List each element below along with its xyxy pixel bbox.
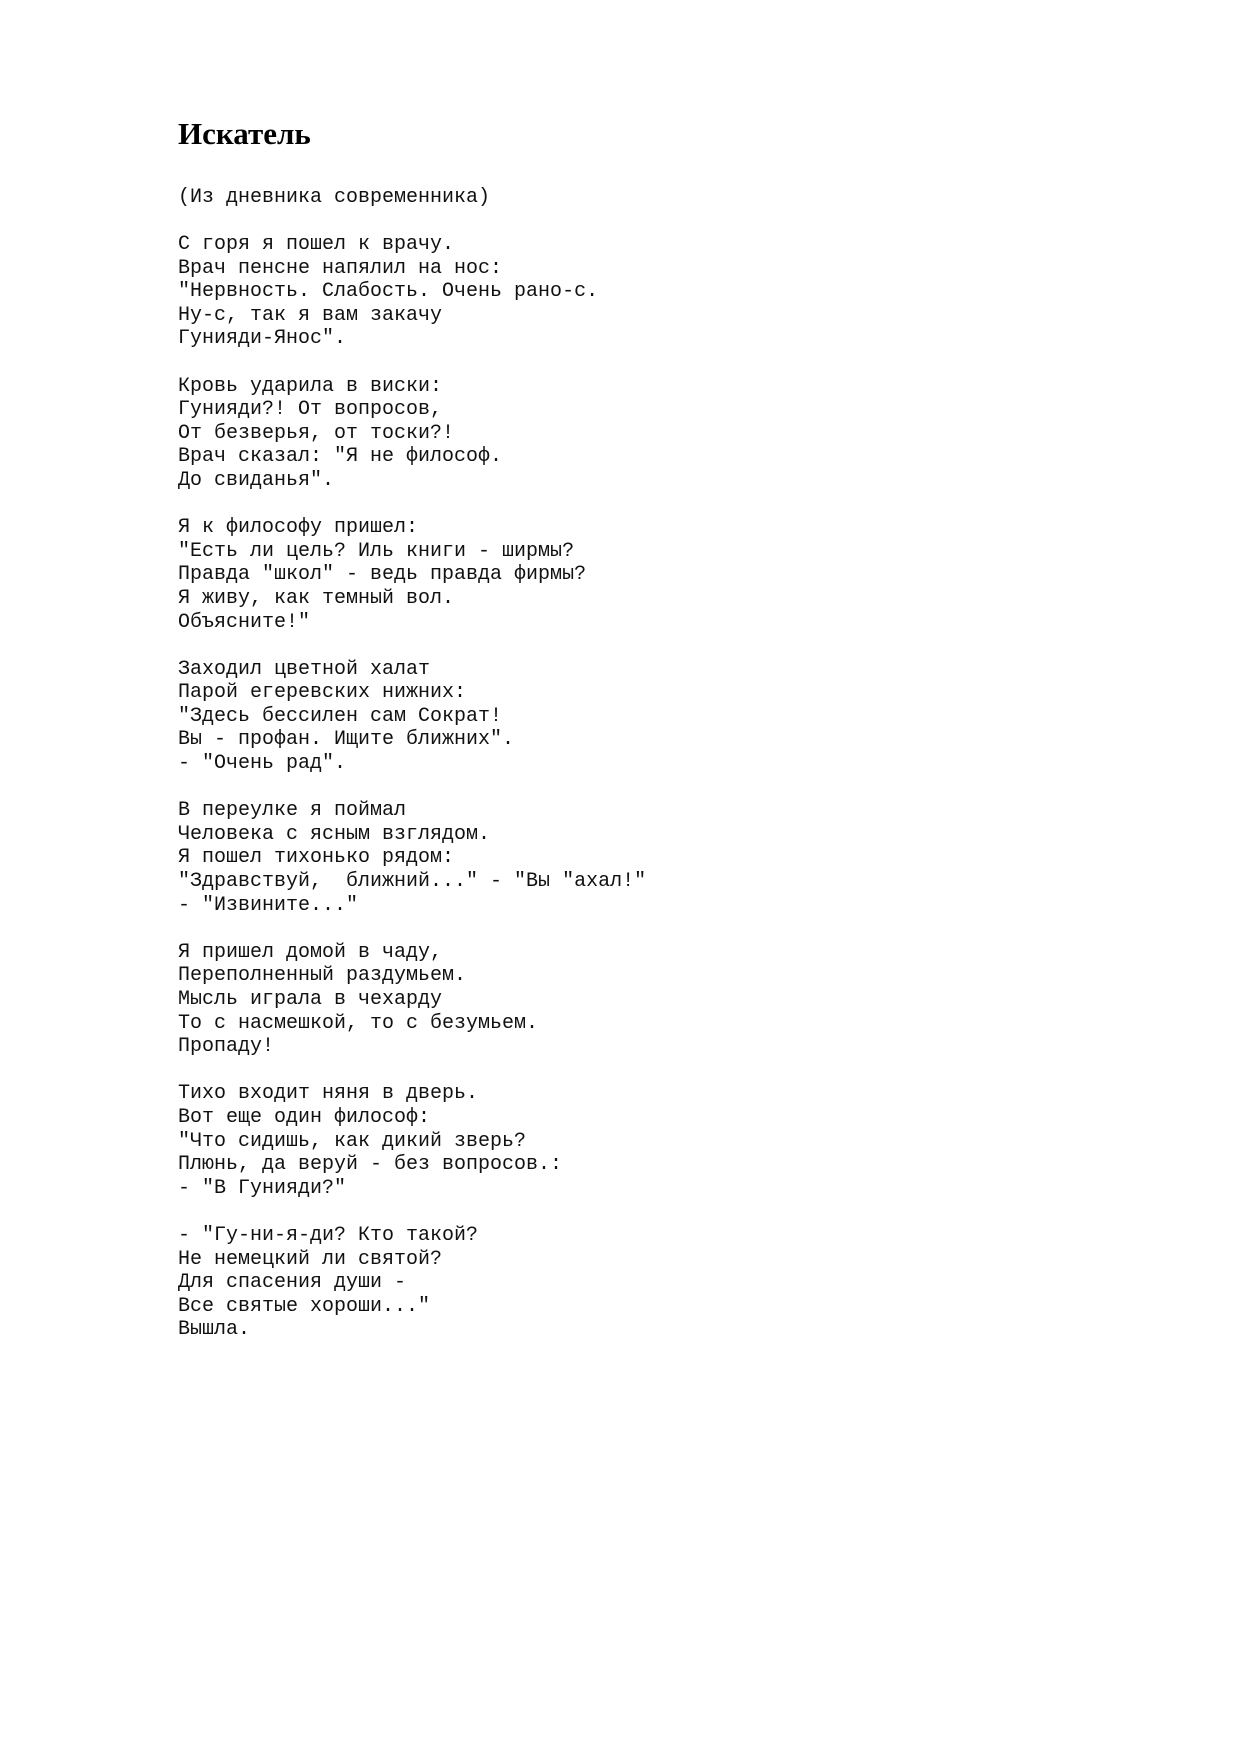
poem-line: Человека с ясным взглядом. [178,822,491,846]
poem-line: Я к философу пришел: [178,516,419,540]
poem-line: Кровь ударила в виски: [178,374,443,398]
poem-line: - "Очень рад". [178,752,347,776]
poem-line: Парой егеревских нижних: [178,681,467,705]
poem-line: От безверья, от тоски?! [178,421,455,445]
poem-body [178,233,646,1366]
poem-line: Для спасения души - [178,1271,407,1295]
poem-line: Вышла. [178,1318,251,1342]
poem-line: В переулке я поймал [178,799,407,823]
poem-stanza [178,1224,646,1342]
poem-line: - "В Гунияди?" [178,1176,347,1200]
poem-line: Плюнь, да веруй - без вопросов.: [178,1153,563,1177]
poem-subtitle: (Из дневника современника) [178,186,491,209]
poem-line: Я пошел тихонько рядом: [178,846,455,870]
poem-stanza [178,233,646,351]
poem-line: Переполненный раздумьем. [178,964,467,988]
poem-stanza [178,799,646,917]
poem-line: До свиданья". [178,468,335,492]
poem-stanza [178,941,646,1059]
poem-stanza [178,375,646,493]
poem-line: Тихо входит няня в дверь. [178,1082,479,1106]
poem-line: Правда "школ" - ведь правда фирмы? [178,563,587,587]
poem-line: Я пришел домой в чаду, [178,940,443,964]
poem-line: Гунияди?! От вопросов, [178,398,443,422]
poem-line: Гунияди-Янос". [178,327,347,351]
poem-line: Вот еще один философ: [178,1105,431,1129]
poem-stanza [178,658,646,776]
poem-line: Не немецкий ли святой? [178,1247,443,1271]
poem-line: Врач сказал: "Я не философ. [178,445,503,469]
poem-line: Вы - профан. Ищите ближних". [178,728,515,752]
poem-stanza [178,516,646,634]
poem-line: - "Извините..." [178,893,359,917]
poem-line: Объясните!" [178,610,311,634]
poem-line: Все святые хороши..." [178,1294,431,1318]
poem-line: "Здравствуй, ближний..." - "Вы "ахал!" [178,870,647,894]
poem-line: С горя я пошел к врачу. [178,233,455,256]
poem-line: Заходил цветной халат [178,657,431,681]
poem-line: То с насмешкой, то с безумьем. [178,1011,539,1035]
poem-line: Пропаду! [178,1035,275,1059]
poem-line: Я живу, как темный вол. [178,586,455,610]
poem-title: Искатель [178,116,311,151]
poem-line: Ну-с, так я вам закачу [178,303,443,327]
poem-line: "Здесь бессилен сам Сократ! [178,704,503,728]
poem-line: Врач пенсне напялил на нос: [178,256,503,280]
poem-line: - "Гу-ни-я-ди? Кто такой? [178,1223,479,1247]
poem-line: "Что сидишь, как дикий зверь? [178,1129,527,1153]
poem-line: "Есть ли цель? Иль книги - ширмы? [178,539,575,563]
poem-stanza [178,1082,646,1200]
poem-line: Мысль играла в чехарду [178,988,443,1011]
poem-line: "Нервность. Слабость. Очень рано-с. [178,280,599,304]
